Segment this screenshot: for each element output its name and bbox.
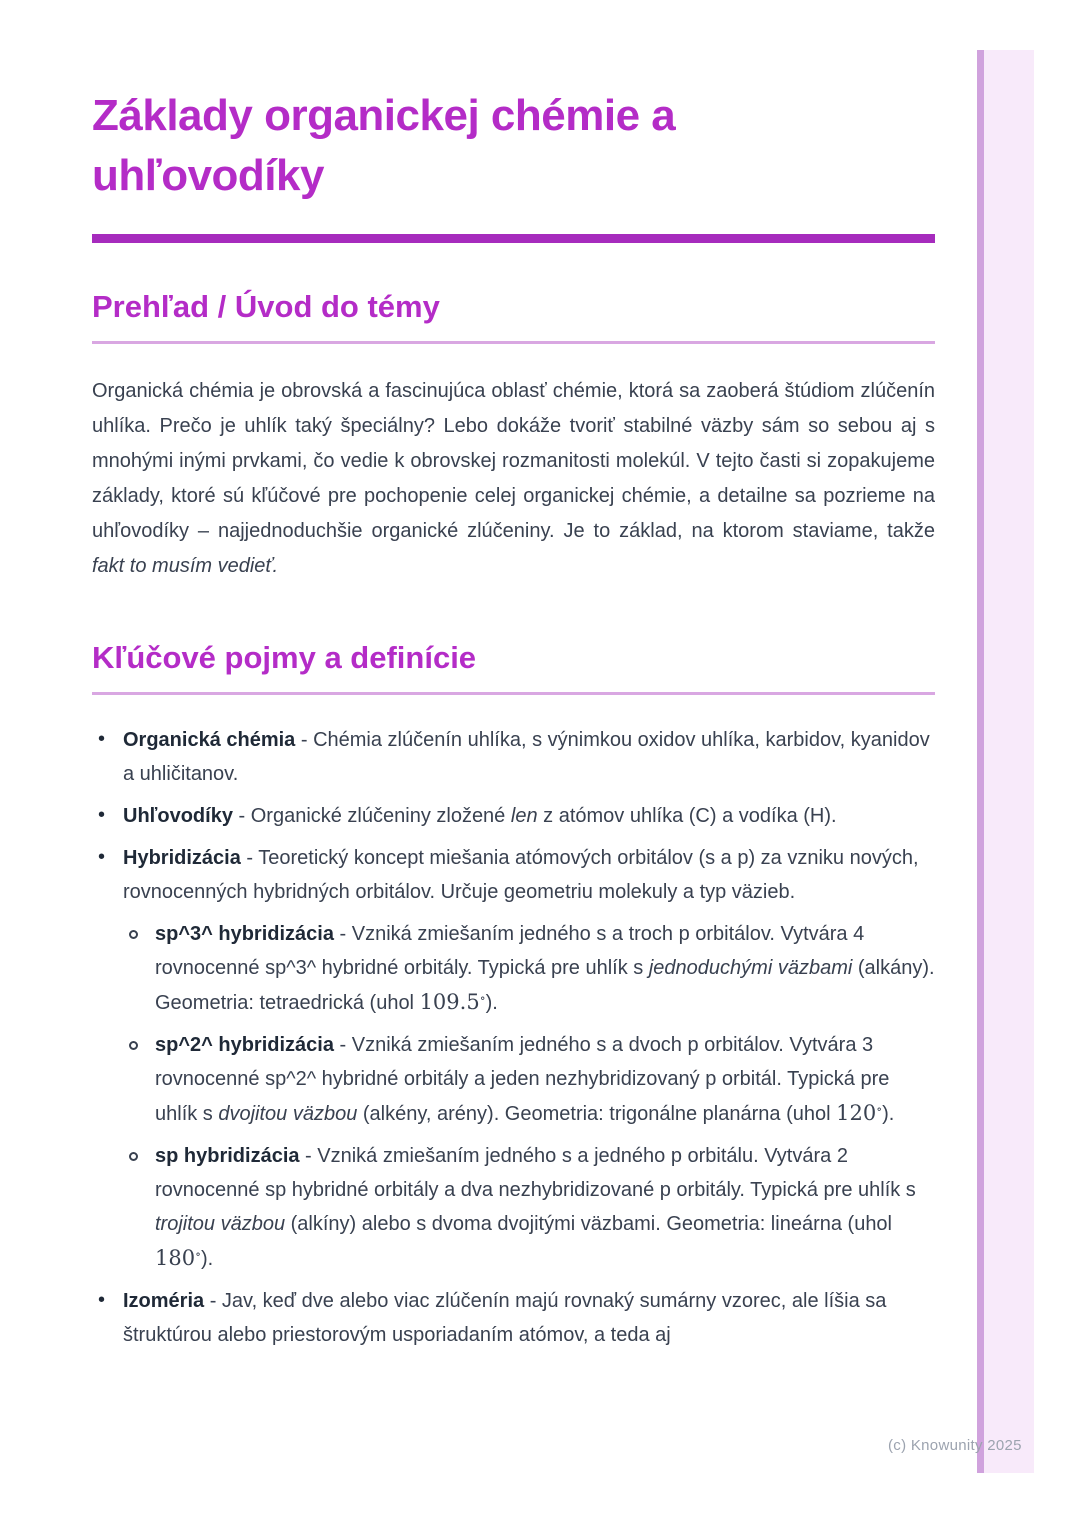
list-item-text <box>155 1145 916 1270</box>
text-segment: 109.5 <box>419 990 480 1014</box>
text-segment: - Vzniká zmiešaním jedného s a dvoch p orbitálov. Vytvára 3 rovnocenné sp^2^ hybridné orbitály a jeden nezhybridizovaný p orbitál. Typická pre uhlík s <box>155 1034 890 1125</box>
text-segment: jednoduchými väzbami <box>648 957 853 979</box>
list-item <box>92 917 935 1020</box>
text-segment: 180 <box>155 1246 196 1270</box>
text-segment: - Chémia zlúčenín uhlíka, s výnimkou oxidov uhlíka, karbidov, kyanidov a uhličitanov. <box>123 729 930 785</box>
text-segment: Uhľovodíky <box>123 805 233 827</box>
key-terms-list <box>92 723 935 1352</box>
bullet-marker: • <box>98 846 106 868</box>
list-item <box>92 723 935 791</box>
text-segment: fakt to musím vedieť. <box>92 555 279 577</box>
text-segment: Organická chémia <box>123 729 296 751</box>
text-segment: - Organické zlúčeniny zložené <box>232 805 511 827</box>
key-terms-section-heading: Kľúčové pojmy a definície <box>92 640 477 675</box>
text-segment: sp hybridizácia <box>155 1145 300 1167</box>
key-terms-section-divider <box>92 692 935 695</box>
document-content <box>92 0 935 1360</box>
list-item-text <box>123 805 837 827</box>
text-segment: ∘ <box>876 1102 883 1116</box>
list-item <box>92 1028 935 1131</box>
list-item-text <box>123 729 930 785</box>
text-segment: ). <box>882 1103 895 1125</box>
bullet-marker: • <box>98 1289 106 1311</box>
text-segment: - Teoretický koncept miešania atómových orbitálov (s a p) za vzniku nových, rovnocenných hybridných orbitálov. Určuje geometriu molekuly a typ väzieb. <box>123 847 919 903</box>
title-divider <box>92 234 935 243</box>
text-segment: Izoméria <box>123 1290 205 1312</box>
intro-paragraph <box>92 374 935 584</box>
decorative-side-bar <box>977 50 1034 1473</box>
list-item-text <box>123 847 919 903</box>
text-segment: dvojitou väzbou <box>218 1103 358 1125</box>
text-segment: - Jav, keď dve alebo viac zlúčenín majú rovnaký sumárny vzorec, ale líšia sa štruktúrou alebo priestorovým usporiadaním atómov, a teda aj <box>123 1290 887 1346</box>
section-key-terms <box>92 639 935 1352</box>
intro-section-divider <box>92 341 935 344</box>
list-item <box>92 1284 935 1352</box>
text-segment: z atómov uhlíka (C) a vodíka (H). <box>537 805 837 827</box>
document-title: Základy organickej chémie a uhľovodíky <box>92 91 676 200</box>
text-segment: (alkány). Geometria: tetraedrická (uhol <box>155 957 935 1014</box>
list-item <box>92 841 935 909</box>
text-segment: len <box>510 805 538 827</box>
text-segment: Organická chémia je obrovská a fascinujúca oblasť chémie, ktorá sa zaoberá štúdiom zlúčenín uhlíka. Prečo je uhlík taký špeciálny? Lebo dokáže tvoriť stabilné väzby sám so sebou aj s mnohými inými prvkami, čo vedie k obrovskej rozmanitosti molekúl. V tejto časti si zopakujeme základy, ktoré sú kľúčové pre pochopenie celej organickej chémie, a detailne sa pozrieme na uhľovodíky – najjednoduchšie organické zlúčeniny. Je to základ, na ktorom staviame, takže <box>92 380 935 542</box>
text-segment: ). <box>200 1248 214 1270</box>
list-item-text <box>123 1290 886 1346</box>
circle-marker <box>129 1152 138 1161</box>
list-item <box>92 799 935 833</box>
list-item <box>92 1139 935 1276</box>
text-segment: ∘ <box>195 1247 201 1261</box>
circle-marker <box>129 1041 138 1050</box>
text-segment: - Vzniká zmiešaním jedného s a jedného p orbitálu. Vytvára 2 rovnocenné sp hybridné orbitály a dva nezhybridizované p orbitály. Typická pre uhlík s <box>155 1145 916 1201</box>
list-item-text <box>155 1034 894 1125</box>
text-segment: sp^2^ hybridizácia <box>155 1034 334 1056</box>
text-segment: sp^3^ hybridizácia <box>155 923 334 945</box>
text-segment: - Vzniká zmiešaním jedného s a troch p orbitálov. Vytvára 4 rovnocenné sp^3^ hybridné orbitály. Typická pre uhlík s <box>155 923 865 979</box>
copyright-watermark: (c) Knowunity 2025 <box>888 1437 1022 1454</box>
text-segment: (alkény, arény). Geometria: trigonálne planárna (uhol <box>357 1103 837 1125</box>
list-item-text <box>155 923 935 1014</box>
intro-section-heading: Prehľad / Úvod do témy <box>92 289 440 324</box>
text-segment: 120 <box>836 1101 877 1125</box>
text-segment: ∘ <box>479 991 486 1005</box>
bullet-marker: • <box>98 804 106 826</box>
bullet-marker: • <box>98 728 106 750</box>
text-segment: ). <box>485 992 498 1014</box>
text-segment: Hybridizácia <box>123 847 241 869</box>
text-segment: (alkíny) alebo s dvoma dvojitými väzbami. Geometria: lineárna (uhol <box>285 1213 893 1235</box>
text-segment: trojitou väzbou <box>155 1213 286 1235</box>
section-intro <box>92 288 935 584</box>
circle-marker <box>129 930 138 939</box>
